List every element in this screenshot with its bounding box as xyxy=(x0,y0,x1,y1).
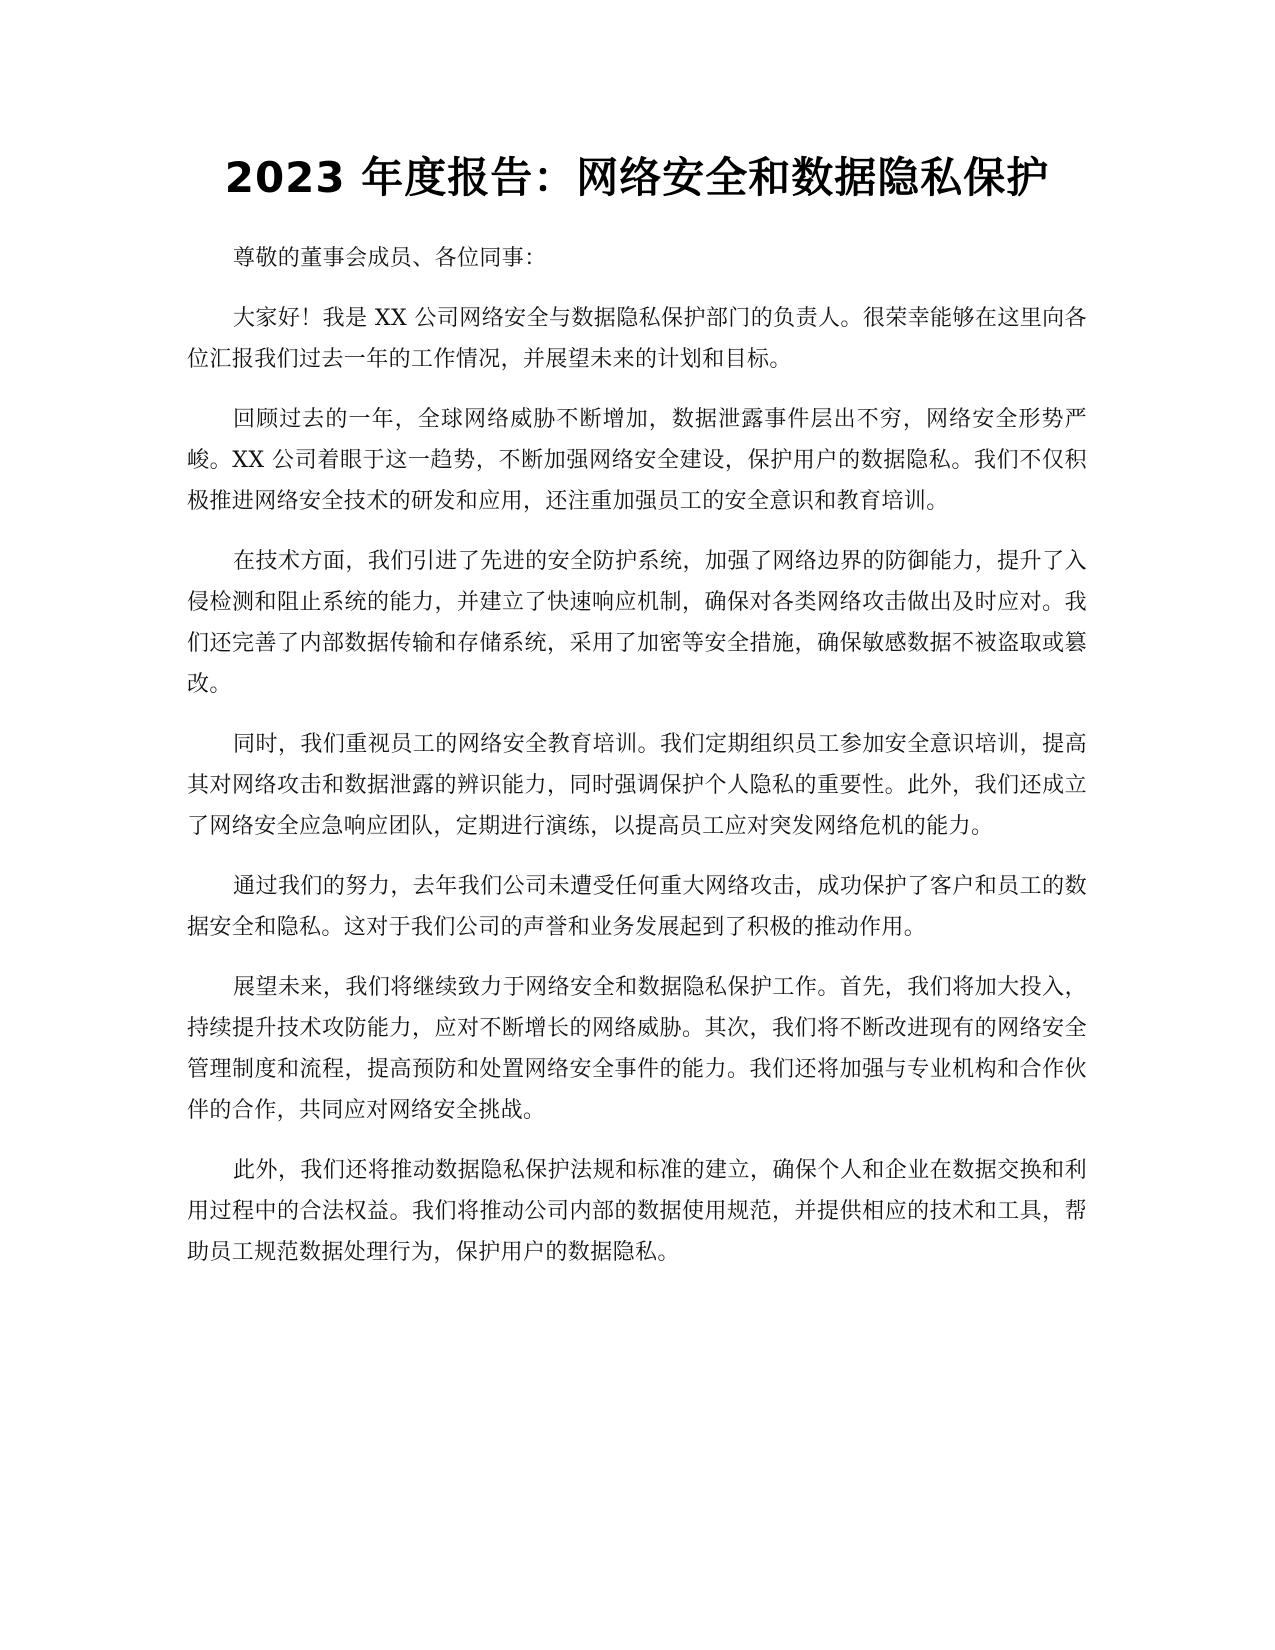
paragraph-technology: 在技术方面，我们引进了先进的安全防护系统，加强了网络边界的防御能力，提升了入侵检测和阻止系统的能力，并建立了快速响应机制，确保对各类网络攻击做出及时应对。我们还完善了内部数据传输和存储系统，采用了加密等安全措施，确保敏感数据不被盗取或篡改。 xyxy=(187,549,1087,697)
document-title: 2023 年度报告：网络安全和数据隐私保护 xyxy=(224,153,1050,202)
paragraph-review: 回顾过去的一年，全球网络威胁不断增加，数据泄露事件层出不穷，网络安全形势严峻。XX 公司着眼于这一趋势，不断加强网络安全建设，保护用户的数据隐私。我们不仅积极推进网络安全技术的研发和应用，还注重加强员工的安全意识和教育培训。 xyxy=(187,407,1087,514)
paragraph-privacy-standards: 此外，我们还将推动数据隐私保护法规和标准的建立，确保个人和企业在数据交换和利用过程中的合法权益。我们将推动公司内部的数据使用规范，并提供相应的技术和工具，帮助员工规范数据处理行为，保护用户的数据隐私。 xyxy=(187,1158,1087,1265)
paragraph-introduction: 大家好！我是 XX 公司网络安全与数据隐私保护部门的负责人。很荣幸能够在这里向各位汇报我们过去一年的工作情况，并展望未来的计划和目标。 xyxy=(187,306,1087,372)
paragraph-results: 通过我们的努力，去年我们公司未遭受任何重大网络攻击，成功保护了客户和员工的数据安全和隐私。这对于我们公司的声誉和业务发展起到了积极的推动作用。 xyxy=(187,874,1087,940)
paragraph-outlook: 展望未来，我们将继续致力于网络安全和数据隐私保护工作。首先，我们将加大投入，持续提升技术攻防能力，应对不断增长的网络威胁。其次，我们将不断改进现有的网络安全管理制度和流程，提高预防和处置网络安全事件的能力。我们还将加强与专业机构和合作伙伴的合作，共同应对网络安全挑战。 xyxy=(187,975,1087,1123)
document-body xyxy=(187,238,1087,1273)
paragraph-greeting: 尊敬的董事会成员、各位同事： xyxy=(233,246,547,271)
document-content xyxy=(187,148,1087,1292)
paragraph-training: 同时，我们重视员工的网络安全教育培训。我们定期组织员工参加安全意识培训，提高其对网络攻击和数据泄露的辨识能力，同时强调保护个人隐私的重要性。此外，我们还成立了网络安全应急响应团队，定期进行演练，以提高员工应对突发网络危机的能力。 xyxy=(187,732,1087,839)
